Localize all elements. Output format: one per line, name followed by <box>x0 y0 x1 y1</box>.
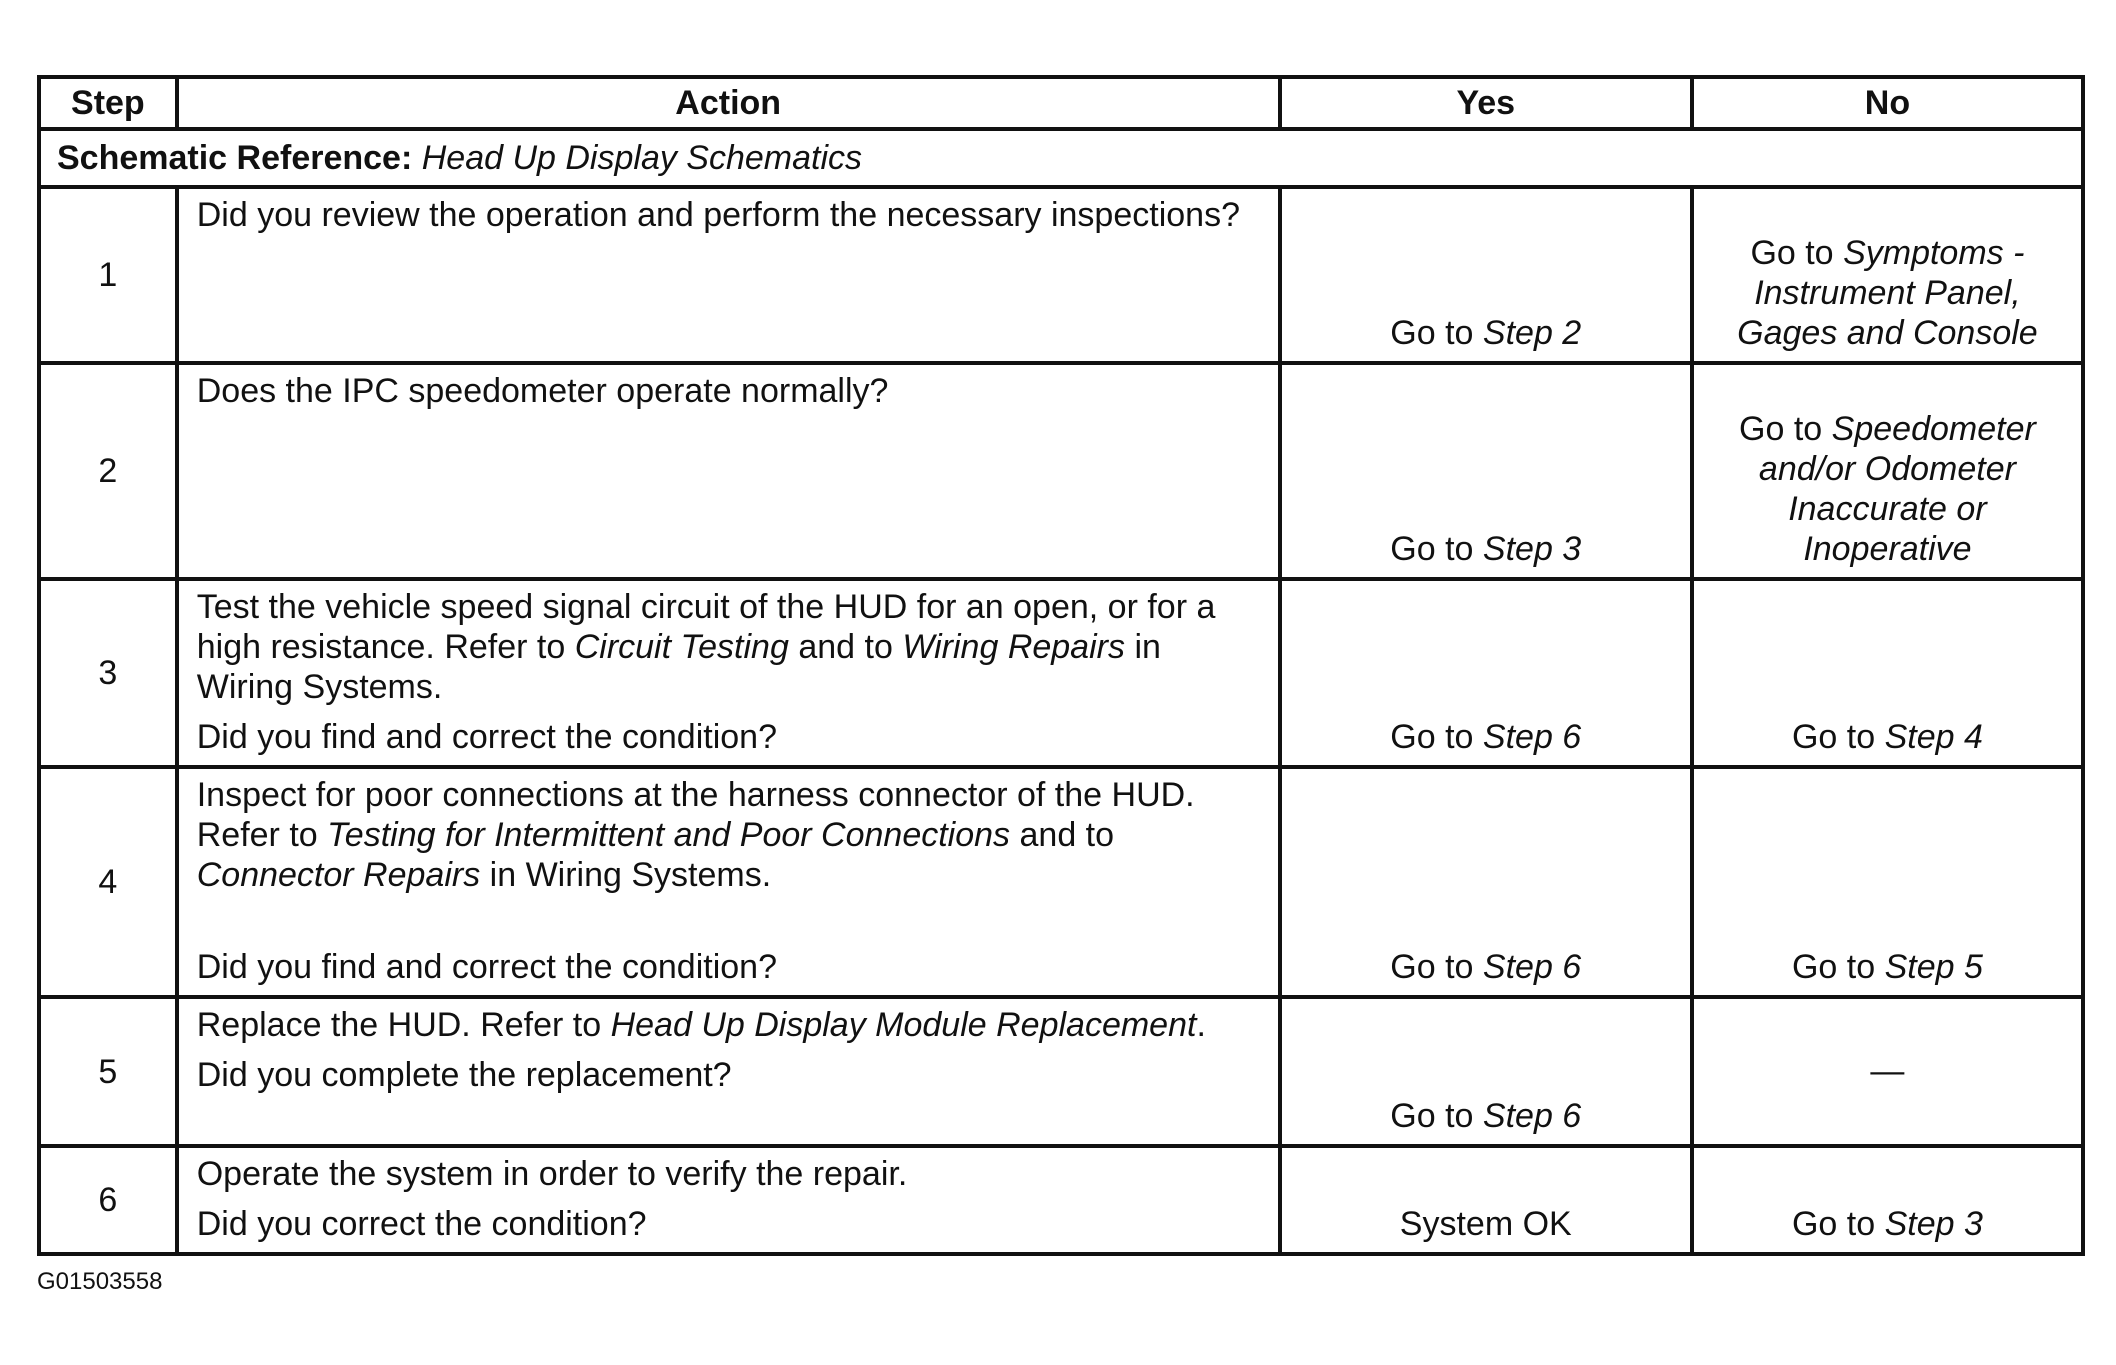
no-target-link[interactable]: Step 3 <box>1884 1205 1983 1243</box>
header-yes: Yes <box>1280 77 1692 129</box>
no-prefix: Go to <box>1750 234 1834 272</box>
header-step: Step <box>39 77 177 129</box>
step-number: 2 <box>39 363 177 579</box>
yes-prefix: Go to <box>1390 530 1474 568</box>
action-cell <box>177 187 1280 363</box>
step-number: 4 <box>39 767 177 997</box>
yes-cell <box>1280 187 1692 363</box>
no-cell <box>1692 997 2083 1146</box>
yes-target-link[interactable]: Step 6 <box>1482 948 1582 986</box>
action-reference-link[interactable]: Testing for Intermittent and Poor Connections <box>327 816 1011 854</box>
action-text: and to <box>798 628 893 666</box>
no-target-link[interactable]: Speedometer and/or Odometer Inaccurate or Inoperative <box>1758 410 2036 568</box>
schematic-reference-label: Schematic Reference: <box>57 139 413 177</box>
schematic-reference-cell <box>39 129 2083 187</box>
yes-prefix: Go to <box>1390 948 1474 986</box>
step-number: 1 <box>39 187 177 363</box>
action-text: . <box>1196 1006 1206 1044</box>
yes-cell <box>1280 767 1692 997</box>
action-text: in Wiring Systems. <box>489 856 772 894</box>
table-row <box>39 997 2083 1146</box>
no-cell <box>1692 187 2083 363</box>
action-text: in Wiring Systems. <box>196 628 1161 706</box>
step-number: 3 <box>39 579 177 767</box>
no-target-link[interactable]: Symptoms - Instrument Panel, Gages and Console <box>1737 234 2038 352</box>
action-cell <box>177 1146 1280 1254</box>
table-row <box>39 579 2083 767</box>
yes-target-link[interactable]: Step 6 <box>1482 1097 1582 1135</box>
action-instruction <box>197 1005 1260 1045</box>
schematic-reference-row <box>39 129 2083 187</box>
figure-id: G01503558 <box>37 1268 163 1295</box>
table-row <box>39 187 2083 363</box>
diagnostic-table <box>37 75 2085 1256</box>
step-number: 5 <box>39 997 177 1146</box>
no-cell <box>1692 767 2083 997</box>
yes-prefix: Go to <box>1390 1097 1474 1135</box>
action-question: Did you find and correct the condition? <box>196 948 777 986</box>
action-question: Does the IPC speedometer operate normally? <box>196 372 889 410</box>
action-cell <box>177 579 1280 767</box>
no-target-link[interactable]: Step 4 <box>1884 718 1983 756</box>
action-cell <box>177 363 1280 579</box>
action-question: Did you find and correct the condition? <box>196 718 777 756</box>
schematic-reference-link[interactable]: Head Up Display Schematics <box>421 139 863 177</box>
yes-result: System OK <box>1399 1205 1572 1243</box>
action-text: Inspect for poor connections at the harness connector of the HUD. Refer to <box>196 776 1195 854</box>
action-text: Test the vehicle speed signal circuit of the HUD for an open, or for a high resistance. Refer to <box>196 588 1216 666</box>
action-instruction: Operate the system in order to verify the repair. <box>196 1155 908 1193</box>
yes-cell <box>1280 579 1692 767</box>
action-text: Replace the HUD. Refer to <box>196 1006 602 1044</box>
header-no: No <box>1692 77 2083 129</box>
header-action: Action <box>177 77 1280 129</box>
no-cell <box>1692 1146 2083 1254</box>
yes-target-link[interactable]: Step 2 <box>1482 314 1582 352</box>
no-target-link[interactable]: Step 5 <box>1884 948 1983 986</box>
yes-cell <box>1280 1146 1692 1254</box>
no-dash: — <box>1870 1051 1905 1090</box>
no-prefix: Go to <box>1791 718 1876 756</box>
yes-prefix: Go to <box>1390 718 1474 756</box>
yes-cell <box>1280 997 1692 1146</box>
action-question: Did you correct the condition? <box>196 1205 647 1243</box>
table-row <box>39 767 2083 997</box>
action-text: and to <box>1019 816 1115 854</box>
table-header-row <box>39 77 2083 129</box>
action-reference-link[interactable]: Circuit Testing <box>574 628 789 666</box>
no-cell <box>1692 363 2083 579</box>
yes-target-link[interactable]: Step 6 <box>1482 718 1582 756</box>
table-row <box>39 1146 2083 1254</box>
action-question: Did you review the operation and perform the necessary inspections? <box>196 196 1240 234</box>
action-reference-link[interactable]: Wiring Repairs <box>902 628 1125 666</box>
no-prefix: Go to <box>1791 1205 1876 1243</box>
action-instruction <box>197 587 1260 707</box>
action-reference-link[interactable]: Head Up Display Module Replacement <box>610 1006 1197 1044</box>
action-cell <box>177 997 1280 1146</box>
yes-target-link[interactable]: Step 3 <box>1482 530 1582 568</box>
action-reference-link[interactable]: Connector Repairs <box>196 856 481 894</box>
no-cell <box>1692 579 2083 767</box>
action-instruction <box>197 775 1260 895</box>
yes-cell <box>1280 363 1692 579</box>
action-cell <box>177 767 1280 997</box>
step-number: 6 <box>39 1146 177 1254</box>
no-prefix: Go to <box>1791 948 1876 986</box>
table-row <box>39 363 2083 579</box>
action-question: Did you complete the replacement? <box>196 1056 732 1094</box>
no-prefix: Go to <box>1739 410 1823 448</box>
yes-prefix: Go to <box>1390 314 1474 352</box>
